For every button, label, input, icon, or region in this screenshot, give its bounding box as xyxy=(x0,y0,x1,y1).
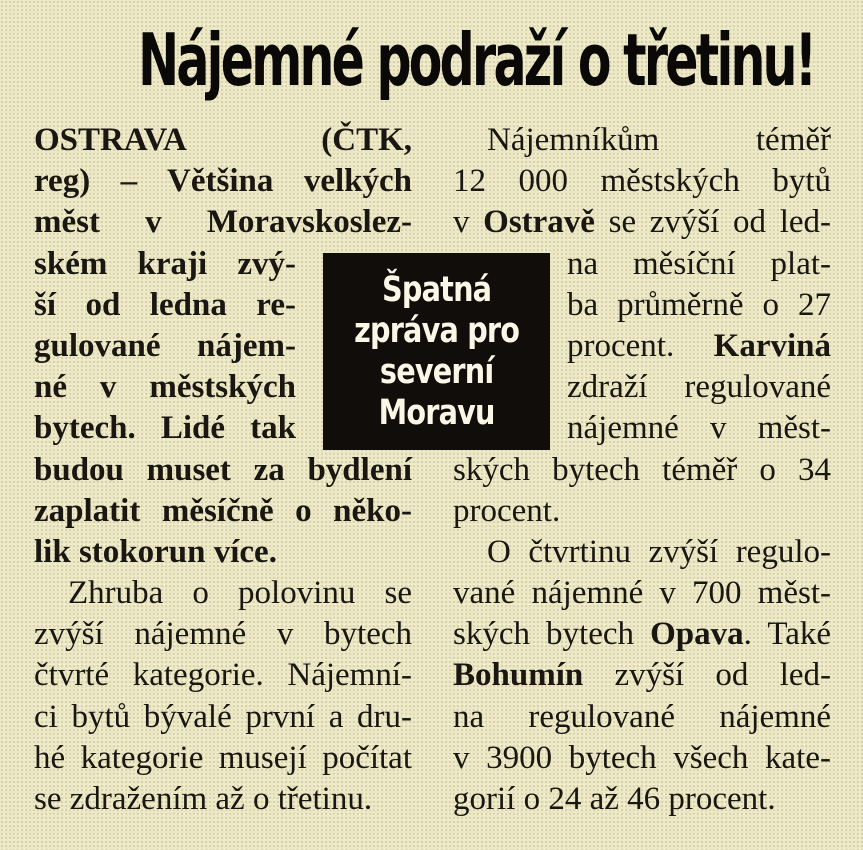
article-text-run: Bohumín xyxy=(453,657,584,694)
article-text-run: se zvýší od led- xyxy=(594,204,832,241)
article-line xyxy=(453,161,831,202)
article-text-run: ských bytech xyxy=(453,616,651,653)
article-text-run: ských bytech téměř o 34 xyxy=(453,451,831,488)
article-line xyxy=(567,408,831,449)
article-text-run: v 3900 bytech všech kate- xyxy=(453,739,831,776)
article-text-run: Karviná xyxy=(713,327,831,364)
article-line xyxy=(567,285,831,326)
article-line: ském kraji zvý- xyxy=(34,245,296,282)
article-text-run: procent. xyxy=(567,327,714,364)
article-line: se zdražením až o třetinu. xyxy=(34,781,373,817)
article-line xyxy=(453,655,831,696)
article-text-run: zvýší od led- xyxy=(583,657,831,694)
article-line xyxy=(567,326,831,367)
article-text-run: procent. xyxy=(453,492,561,529)
article-line: né v městských xyxy=(34,369,296,406)
article-text-run: Opava xyxy=(650,616,744,653)
article-text-run: nájemné v měst- xyxy=(567,410,831,447)
article-line xyxy=(453,738,831,779)
article-line: gulované nájem- xyxy=(34,327,296,364)
article-line xyxy=(453,697,831,738)
article-line: zaplatit měsíčně o něko- xyxy=(34,492,412,529)
article-text-run: gorií o 24 až 46 procent. xyxy=(453,781,776,817)
article-line xyxy=(567,244,831,285)
article-line xyxy=(453,614,831,655)
article-line: čtvrté kategorie. Nájemní- xyxy=(34,657,412,694)
article-line: hé kategorie musejí počítat xyxy=(34,739,412,776)
article-line: budou muset za bydlení xyxy=(34,451,412,488)
article-line: bytech. Lidé tak xyxy=(34,410,296,447)
article-line: zvýší nájemné v bytech xyxy=(34,616,412,653)
article-text-run: . Také xyxy=(743,616,831,653)
article-text-run: O čtvrtinu zvýší regulo- xyxy=(487,533,831,570)
article-line: reg) – Většina velkých xyxy=(34,163,412,200)
article-line xyxy=(453,573,831,614)
callout-box xyxy=(323,253,550,450)
article-text-run: vané nájemné v 700 měst- xyxy=(453,575,831,612)
article-left-column xyxy=(34,120,412,820)
article-line: ci bytů bývalé první a dru- xyxy=(34,698,412,735)
article-line xyxy=(453,450,831,491)
article-line: měst v Moravskoslez- xyxy=(34,204,412,241)
headline: Nájemné podraží o třetinu! xyxy=(138,18,815,102)
article-line xyxy=(453,202,831,243)
article-line xyxy=(453,120,831,161)
article-text-run: ba průměrně o 27 xyxy=(567,286,831,323)
article-line: lik stokorun více. xyxy=(34,533,277,570)
callout-text: Špatná zpráva pro severní Moravu xyxy=(353,269,520,433)
article-line xyxy=(567,367,831,408)
article-line xyxy=(453,779,831,820)
article-text-run: 12 000 městských bytů xyxy=(453,163,831,200)
article-text-run: Ostravě xyxy=(483,204,595,241)
article-line xyxy=(453,491,831,532)
article-line: OSTRAVA (ČTK, xyxy=(34,122,412,158)
article-line: Zhruba o polovinu se xyxy=(68,575,412,612)
article-text-run: na regulované nájemné xyxy=(453,698,831,735)
article-text-run: na měsíční plat- xyxy=(567,245,831,282)
article-right-column xyxy=(453,120,831,820)
article-text-run: zdraží regulované xyxy=(567,369,831,406)
article-text-run: Nájemníkům téměř xyxy=(487,122,831,158)
article-line xyxy=(453,532,831,573)
article-line: ší od ledna re- xyxy=(34,286,296,323)
article-text-run: v xyxy=(453,204,484,241)
